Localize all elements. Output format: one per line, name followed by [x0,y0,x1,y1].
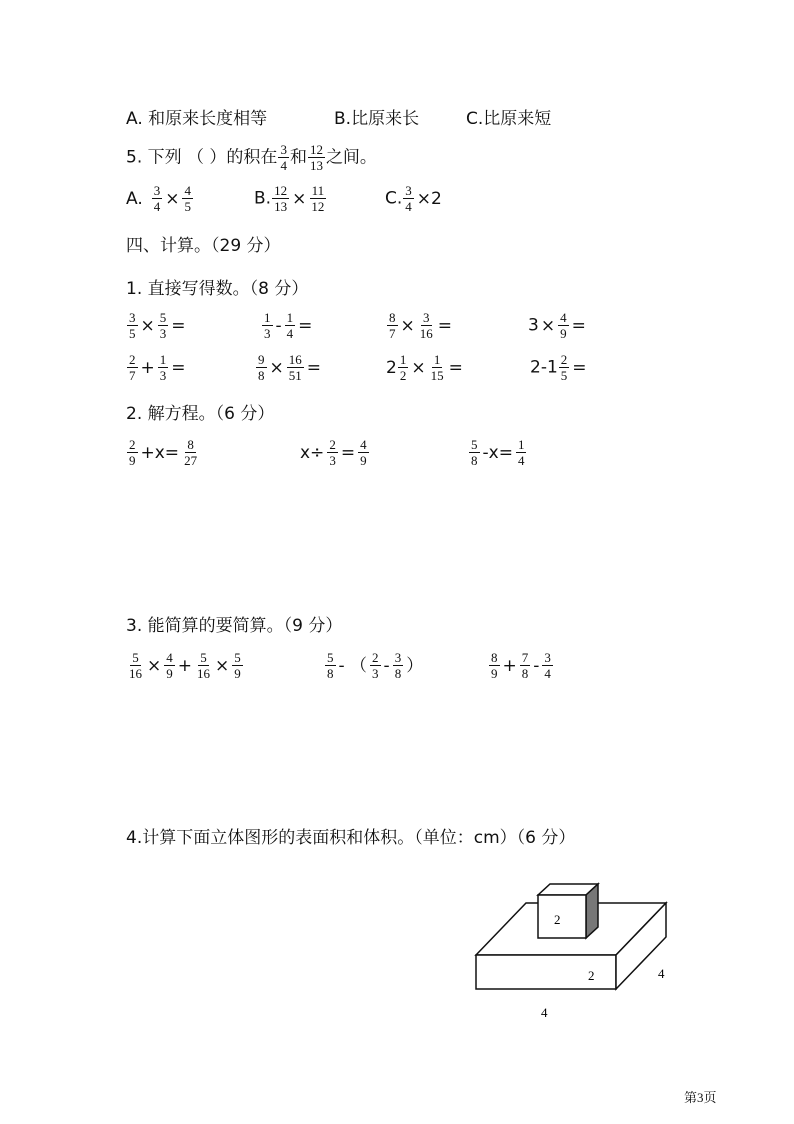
math-operator: - [383,655,390,676]
fraction [278,142,289,173]
numerator: 2 [129,437,136,452]
option-b: B.比原来长 [334,109,420,129]
denominator: 9 [560,326,567,341]
math-operator: x÷ [300,442,325,463]
denominator: 16 [129,666,142,681]
fraction [182,437,199,468]
fraction [158,310,169,341]
denominator: 4 [544,666,551,681]
fraction [403,183,414,214]
math-operator: = [571,315,586,336]
numerator: 8 [389,310,396,325]
calc-item [261,310,314,341]
fraction [182,183,193,214]
fraction [542,650,553,681]
solid-figure-diagram [460,875,690,1025]
depth-label: 4 [658,966,665,981]
fraction [152,183,163,214]
denominator: 9 [234,666,241,681]
fraction [516,437,527,468]
fraction [127,650,144,681]
numerator: 3 [129,310,136,325]
question-5: 5. 下列 （ ）的积在 $\frac{3}{4}$ 和 $\frac{12}{13}$ 之间。 [126,142,377,173]
fraction [272,183,289,214]
fraction [469,437,480,468]
fraction [262,310,273,341]
math-operator: × [269,357,284,378]
fraction [285,310,296,341]
math-operator: ×2 [416,188,442,209]
numerator: 9 [258,352,265,367]
math-operator: - （ [338,655,368,676]
fraction [398,352,409,383]
question-5-option-a: A. $\frac{3}{4}$ × $\frac{4}{5}$ [126,183,191,214]
denominator: 7 [129,368,136,383]
denominator: 15 [430,368,444,383]
section-title: 四、计算。（29 分） [126,236,281,256]
denominator: 7 [389,326,396,341]
denominator: 5 [560,368,568,383]
math-operator: = [306,357,321,378]
numerator: 16 [288,352,302,367]
numerator: 4 [166,650,173,665]
fraction [418,310,435,341]
fraction [287,352,304,383]
numerator: 3 [423,310,430,325]
denominator: 2 [399,368,407,383]
numerator: 7 [521,650,529,665]
cube-edge-label: 2 [554,912,561,927]
fraction [429,352,446,383]
subsection-3-title: 3. 能简算的要简算。（9 分） [126,616,343,636]
equation-2 [300,437,370,468]
math-operator: 2 [386,357,397,378]
numerator: 4 [184,183,191,198]
math-operator: × [411,357,426,378]
simplify-2 [324,650,425,681]
numerator: 1 [264,310,271,325]
fraction [327,437,338,468]
equation-3 [468,437,527,468]
question-5-prefix: 5. 下列 （ ）的积在 [126,147,278,168]
subsection-2-title: 2. 解方程。（6 分） [126,404,275,424]
question-5-option-c: C. $\frac{3}{4}$ ×2 [385,183,442,214]
denominator: 4 [517,453,525,468]
denominator: 3 [264,326,271,341]
denominator: 9 [491,666,498,681]
math-operator: - [275,315,282,336]
math-operator: ） [406,655,424,676]
equation-1 [126,437,200,468]
simplify-1 [126,650,244,681]
numerator: 1 [399,352,407,367]
page-number: 第3页 [684,1090,717,1105]
option-a: A. 和原来长度相等 [126,109,268,129]
fraction [164,650,175,681]
denominator: 4 [405,199,412,214]
numerator: 4 [360,437,367,452]
fraction [370,650,381,681]
denominator: 8 [258,368,265,383]
denominator: 3 [372,666,379,681]
calc-item [126,310,188,341]
subsection-4-title: 4.计算下面立体图形的表面积和体积。（单位：cm）（6 分） [126,828,576,848]
math-operator: 2-1 [530,357,558,378]
denominator: 8 [521,666,529,681]
denominator: 8 [471,453,478,468]
denominator: 3 [159,368,167,383]
numerator: 2 [129,352,136,367]
fraction [520,650,531,681]
fraction [232,650,243,681]
numerator: 5 [132,650,139,665]
question-5-option-b: B. $\frac{12}{13}$ × $\frac{11}{12}$ [254,183,325,214]
fraction [358,437,369,468]
math-operator: 3 [528,315,539,336]
math-operator: × [540,315,556,336]
denominator: 8 [327,666,334,681]
numerator: 1 [517,437,525,452]
math-operator: × [215,655,230,676]
fraction [256,352,267,383]
math-operator: -x= [482,442,513,463]
math-operator: = [171,315,186,336]
fraction [558,310,569,341]
numerator: 3 [544,650,551,665]
numerator: 5 [159,310,167,325]
math-operator: × [147,655,162,676]
math-operator: × [140,315,155,336]
calc-item [386,352,465,383]
denominator: 5 [184,199,191,214]
denominator: 5 [129,326,136,341]
math-operator: × [400,315,415,336]
subsection-1-title: 1. 直接写得数。（8 分） [126,279,309,299]
denominator: 8 [394,666,402,681]
denominator: 9 [129,453,136,468]
math-operator: = [298,315,313,336]
numerator: 5 [200,650,207,665]
numerator: 11 [311,183,325,198]
numerator: 3 [405,183,412,198]
math-operator: + [140,357,155,378]
denominator: 3 [159,326,167,341]
math-operator: +x= [140,442,180,463]
fraction [387,310,398,341]
cube-front-face [538,895,586,938]
numerator: 2 [560,352,568,367]
denominator: 4 [280,158,287,173]
fraction [308,142,325,173]
numerator: 4 [560,310,567,325]
fraction [127,310,138,341]
math-operator: + [502,655,517,676]
simplify-3 [488,650,554,681]
fraction [158,352,169,383]
denominator: 16 [197,666,210,681]
fraction [309,183,326,214]
math-operator: = [171,357,186,378]
numerator: 3 [153,183,161,198]
calc-item [126,352,188,383]
fraction [127,352,138,383]
math-operator: × [165,188,180,209]
denominator: 4 [153,199,161,214]
denominator: 9 [166,666,173,681]
height-label: 2 [588,968,595,983]
denominator: 13 [309,158,323,173]
math-operator: - [533,655,540,676]
width-label: 4 [541,1005,548,1020]
numerator: 3 [394,650,402,665]
numerator: 12 [309,142,323,157]
denominator: 13 [274,199,288,214]
numerator: 1 [159,352,167,367]
numerator: 5 [471,437,478,452]
numerator: 2 [372,650,379,665]
math-operator: + [177,655,192,676]
denominator: 12 [311,199,325,214]
numerator: 12 [274,183,288,198]
denominator: 51 [288,368,302,383]
denominator: 4 [286,326,294,341]
numerator: 1 [286,310,294,325]
option-c: C.比原来短 [466,109,552,129]
calc-item [530,352,589,383]
numerator: 5 [234,650,241,665]
calc-item [528,310,588,341]
fraction [559,352,570,383]
numerator: 3 [280,142,287,157]
base-front-face [476,955,616,989]
fraction [489,650,500,681]
fraction [325,650,336,681]
math-operator: = [340,442,356,463]
calc-item [386,310,454,341]
math-operator: = [572,357,587,378]
denominator: 3 [329,453,336,468]
numerator: 8 [187,437,194,452]
denominator: 9 [360,453,367,468]
calc-item [255,352,323,383]
numerator: 5 [327,650,334,665]
fraction [195,650,212,681]
math-operator: = [448,357,463,378]
numerator: 1 [433,352,441,367]
numerator: 8 [491,650,498,665]
fraction [127,437,138,468]
math-operator: = [437,315,452,336]
denominator: 16 [419,326,433,341]
fraction [393,650,404,681]
math-operator: × [292,188,307,209]
numerator: 2 [329,437,336,452]
denominator: 27 [184,453,198,468]
